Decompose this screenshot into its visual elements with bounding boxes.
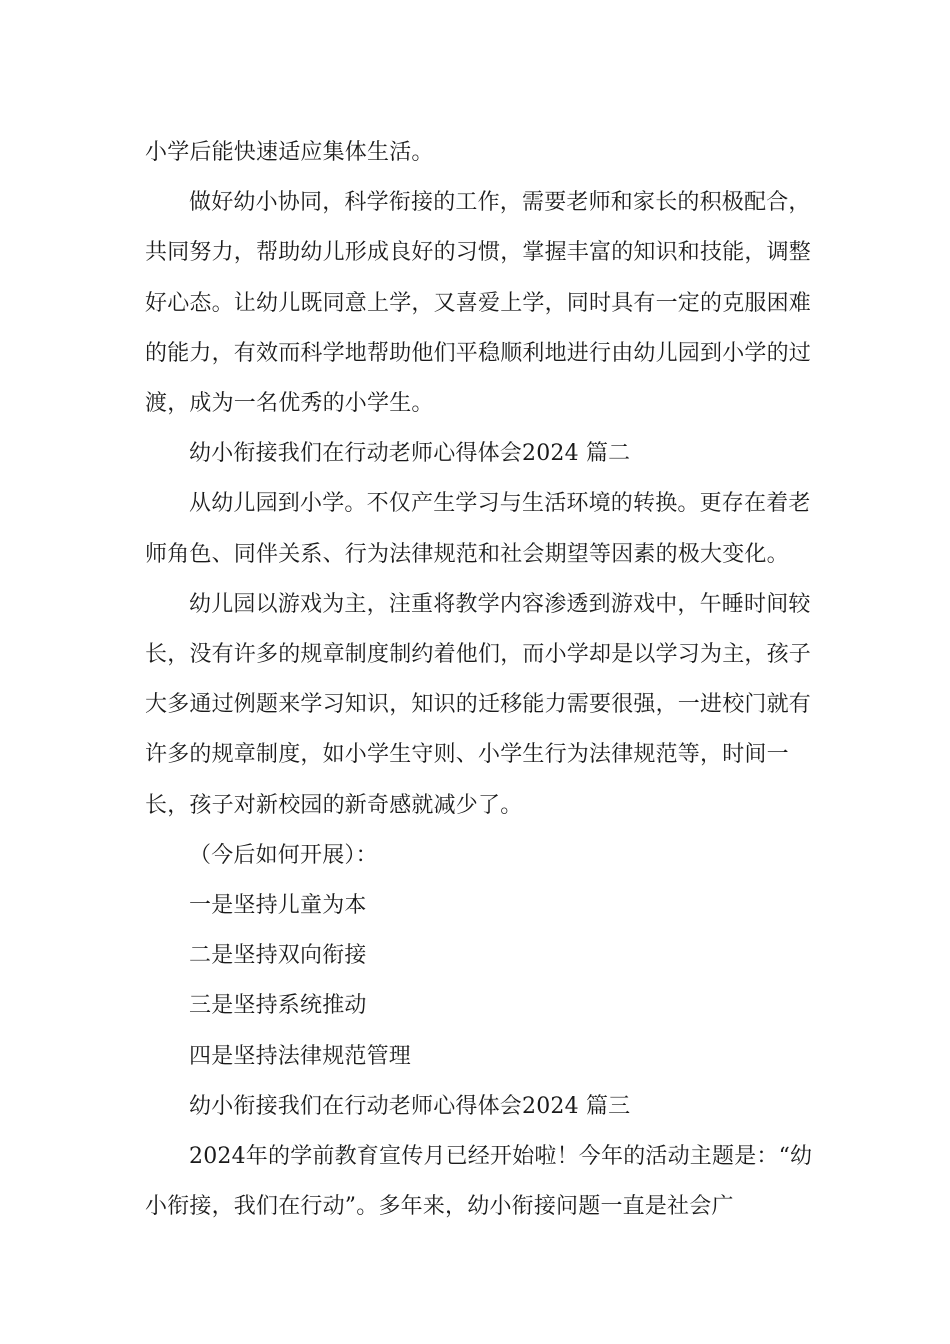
paragraph-next-steps: （今后如何开展）： (189, 842, 378, 868)
list-item-legal-management: 四是坚持法律规范管理 (189, 1043, 412, 1069)
paragraph-cooperation: 做好幼小协同，科学衔接的工作，需要老师和家长的积极配合，共同努力，帮助幼儿形成良好的习惯，掌握丰富的知识和技能，调整好心态。让幼儿既同意上学，又喜爱上学，同时具有一定的克服困难的能力，有效而科学地帮助他们平稳顺利地进行由幼儿园到小学的过渡，成为一名优秀的小学生。 (145, 190, 812, 417)
list-item-child-centered: 一是坚持儿童为本 (189, 893, 367, 919)
section-heading-part-two: 幼小衔接我们在行动老师心得体会2024 篇二 (189, 441, 631, 467)
list-item-two-way-connection: 二是坚持双向衔接 (189, 943, 367, 969)
document-body (145, 128, 825, 1232)
paragraph-kindergarten-vs-school: 幼儿园以游戏为主，注重将教学内容渗透到游戏中，午睡时间较长，没有许多的规章制度制约着他们，而小学却是以学习为主，孩子大多通过例题来学习知识，知识的迁移能力需要很强，一进校门就有许多的规章制度，如小学生守则、小学生行为法律规范等，时间一长，孩子对新校园的新奇感就减少了。 (145, 591, 812, 818)
paragraph-publicity-month: 2024年的学前教育宣传月已经开始啦！今年的活动主题是：“幼小衔接，我们在行动”。多年来，幼小衔接问题一直是社会广 (145, 1144, 813, 1220)
list-item-systematic-promotion: 三是坚持系统推动 (189, 993, 367, 1019)
section-heading-part-three: 幼小衔接我们在行动老师心得体会2024 篇三 (189, 1093, 631, 1119)
paragraph-continuation: 小学后能快速适应集体生活。 (145, 140, 434, 165)
paragraph-transition: 从幼儿园到小学。不仅产生学习与生活环境的转换。更存在着老师角色、同伴关系、行为法律规范和社会期望等因素的极大变化。 (145, 491, 811, 567)
